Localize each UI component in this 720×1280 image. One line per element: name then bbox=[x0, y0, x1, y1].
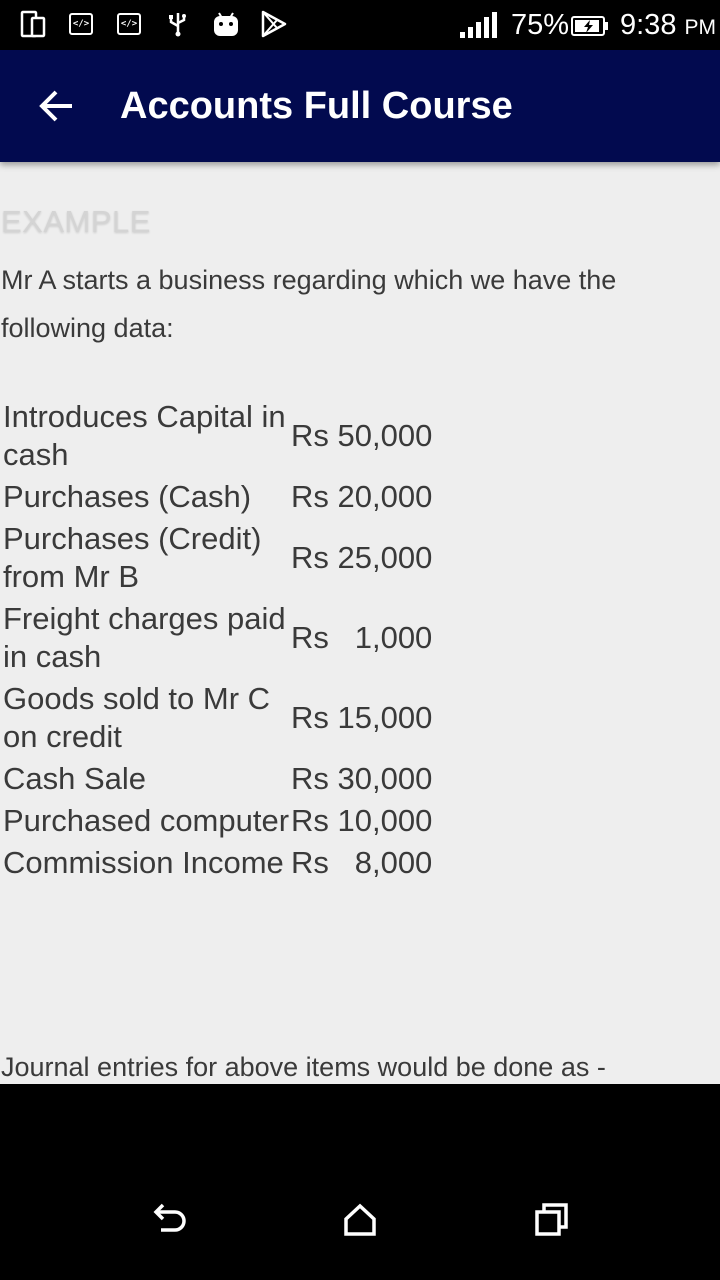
item-amount: Rs 50,000 bbox=[291, 418, 433, 453]
android-icon bbox=[211, 10, 241, 38]
table-row bbox=[3, 760, 443, 798]
item-amount: Rs 30,000 bbox=[291, 761, 433, 796]
item-amount: Rs 1,000 bbox=[291, 620, 433, 655]
table-row bbox=[3, 680, 443, 756]
back-button[interactable] bbox=[28, 78, 84, 134]
table-row bbox=[3, 844, 443, 882]
table-row bbox=[3, 802, 443, 840]
table-row bbox=[3, 478, 443, 516]
recents-nav-button[interactable] bbox=[522, 1190, 582, 1250]
home-icon bbox=[340, 1200, 380, 1240]
app-bar bbox=[0, 50, 720, 162]
item-label: Goods sold to Mr C on credit bbox=[3, 681, 271, 754]
navigation-bar bbox=[0, 1084, 720, 1280]
clock-time: 9:38 bbox=[620, 9, 677, 41]
clock bbox=[620, 8, 716, 45]
code-icon: </> bbox=[117, 10, 141, 38]
item-label: Purchases (Cash) bbox=[3, 479, 252, 514]
arrow-left-icon bbox=[36, 86, 76, 126]
item-label: Introduces Capital in cash bbox=[3, 399, 286, 472]
intro-paragraph: Mr A starts a business regarding which we have the following data: bbox=[1, 265, 617, 343]
table-row bbox=[3, 600, 443, 676]
article-content[interactable] bbox=[0, 162, 720, 1084]
device-icon bbox=[20, 10, 48, 38]
item-amount: Rs 8,000 bbox=[291, 845, 433, 880]
table-row bbox=[3, 398, 443, 474]
back-nav-icon bbox=[147, 1200, 187, 1240]
clock-ampm: PM bbox=[684, 16, 717, 39]
item-amount: Rs 15,000 bbox=[291, 700, 433, 735]
journal-intro-text: Journal entries for above items would be done as - bbox=[1, 1052, 606, 1082]
example-heading: EXAMPLE bbox=[1, 204, 151, 239]
item-label: Commission Income bbox=[3, 845, 284, 880]
item-label: Purchased computer bbox=[3, 803, 290, 838]
recents-icon bbox=[532, 1200, 572, 1240]
battery-percent: 75% bbox=[511, 9, 570, 41]
item-label: Cash Sale bbox=[3, 761, 147, 796]
play-store-icon bbox=[259, 10, 289, 38]
item-label: Purchases (Credit) from Mr B bbox=[3, 521, 262, 594]
item-amount: Rs 20,000 bbox=[291, 479, 433, 514]
data-table bbox=[3, 398, 443, 882]
code-icon: </> bbox=[69, 10, 93, 38]
battery-charging-icon bbox=[571, 12, 609, 40]
back-nav-button[interactable] bbox=[137, 1190, 197, 1250]
item-amount: Rs 25,000 bbox=[291, 540, 433, 575]
status-bar bbox=[0, 0, 720, 50]
item-amount: Rs 10,000 bbox=[291, 803, 433, 838]
page-title: Accounts Full Course bbox=[120, 85, 513, 127]
home-nav-button[interactable] bbox=[330, 1190, 390, 1250]
table-row bbox=[3, 520, 443, 596]
usb-icon bbox=[164, 10, 192, 38]
signal-icon bbox=[460, 12, 502, 40]
item-label: Freight charges paid in cash bbox=[3, 601, 286, 674]
